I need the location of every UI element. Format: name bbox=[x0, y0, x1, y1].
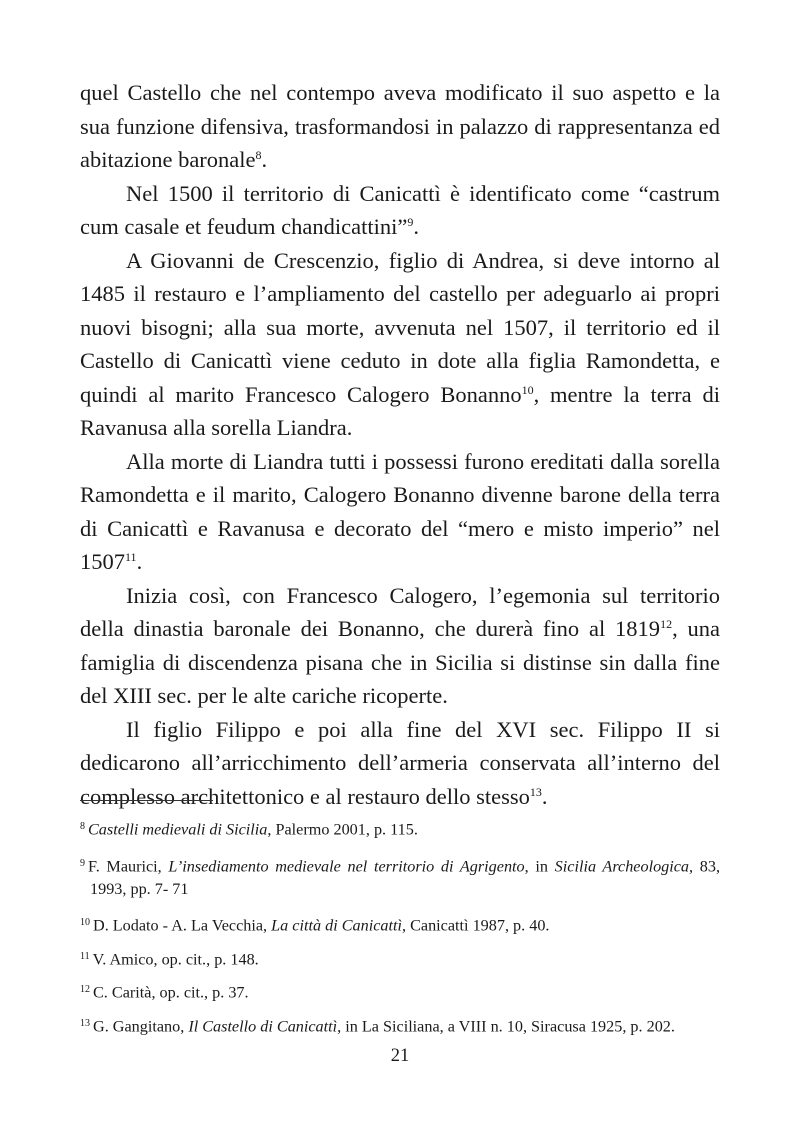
paragraph-text-after: , una famiglia di discendenza pisana che in Sicilia si distinse sin dalla fine del XIII sec. per le alte cariche ricoperte. bbox=[80, 616, 720, 708]
footnote-text: , 83, 1993, pp. 7- 71 bbox=[90, 857, 720, 898]
footnote-title: L’insediamento medievale nel territorio di Agrigento bbox=[168, 857, 525, 875]
paragraph-text-after: . bbox=[413, 214, 419, 239]
footnote-number: 8 bbox=[80, 821, 85, 832]
footnote-text: , Canicattì 1987, p. 40. bbox=[402, 916, 550, 935]
footnote-number: 11 bbox=[80, 950, 90, 962]
footnote-text: C. Carità, op. cit., p. 37. bbox=[93, 983, 249, 1002]
footnote-9 bbox=[80, 852, 720, 902]
paragraph-6 bbox=[80, 713, 720, 814]
paragraph-text: Nel 1500 il territorio di Canicattì è identificato come “castrum cum casale et feudum chandicattini” bbox=[80, 180, 720, 239]
paragraph-text: Inizia così, con Francesco Calogero, l’egemonia sul territorio della dinastia baronale dei Bonanno, che durerà fino al 1819 bbox=[80, 582, 720, 641]
footnote-ref[interactable]: 11 bbox=[125, 550, 137, 565]
footnote-ref[interactable]: 13 bbox=[529, 784, 542, 799]
footnote-text: V. Amico, op. cit., p. 148. bbox=[92, 950, 259, 968]
paragraph-4 bbox=[80, 445, 720, 579]
footnote-title: Il Castello di Canicattì bbox=[188, 1017, 338, 1035]
footnote-text: , in La Siciliana, a VIII n. 10, Siracusa 1925, p. 202. bbox=[337, 1017, 675, 1035]
footnote-number: 10 bbox=[80, 917, 90, 928]
footnote-text: F. Maurici, bbox=[88, 857, 169, 875]
paragraph-2 bbox=[80, 177, 720, 244]
footnote-title: Castelli medievali di Sicilia bbox=[88, 820, 268, 839]
footnote-ref[interactable]: 12 bbox=[660, 617, 673, 632]
footnotes bbox=[80, 815, 720, 1045]
footnote-11 bbox=[80, 945, 720, 972]
footnote-8 bbox=[80, 815, 720, 842]
paragraph-text-after: , mentre la terra di Ravanusa alla sorella Liandra. bbox=[80, 381, 720, 440]
footnote-ref[interactable]: 9 bbox=[407, 215, 414, 230]
paragraph-text-after: . bbox=[261, 147, 268, 172]
paragraph-text: Il figlio Filippo e poi alla fine del XVI sec. Filippo II si dedicarono all’arricchimento dell’armeria conservata all’interno del complesso architettonico e al restauro dello stesso bbox=[80, 716, 720, 809]
footnote-number: 9 bbox=[80, 857, 85, 869]
footnote-number: 12 bbox=[80, 984, 90, 995]
paragraph-1 bbox=[80, 76, 720, 177]
footnote-number: 13 bbox=[80, 1017, 90, 1029]
paragraph-5 bbox=[80, 579, 720, 713]
paragraph-text: quel Castello che nel contempo aveva modificato il suo aspetto e la sua funzione difensiva, trasformandosi in palazzo di rappresentanza ed abitazione baronale bbox=[80, 80, 720, 172]
paragraph-3 bbox=[80, 244, 720, 445]
footnote-12 bbox=[80, 978, 720, 1005]
footnote-10 bbox=[80, 911, 720, 938]
paragraph-text-after: . bbox=[541, 783, 548, 809]
footnote-ref[interactable]: 10 bbox=[521, 382, 534, 397]
paragraph-text: A Giovanni de Crescenzio, figlio di Andrea, si deve intorno al 1485 il restauro e l’ampliamento del castello per adeguarlo ai propri nuovi bisogni; alla sua morte, avvenuta nel 1507, il territorio ed il Castello di Canicattì viene ceduto in dote alla figlia Ramondetta, e quindi al marito Francesco Calogero Bonanno bbox=[80, 247, 720, 407]
footnote-ref[interactable]: 8 bbox=[255, 148, 262, 163]
footnote-text: , Palermo 2001, p. 115. bbox=[267, 820, 418, 839]
page-number: 21 bbox=[390, 1046, 410, 1066]
paragraph-text: Alla morte di Liandra tutti i possessi furono ereditati dalla sorella Ramondetta e il marito, Calogero Bonanno divenne barone della terra di Canicattì e Ravanusa e decorato del “mero e misto imperio” nel 1507 bbox=[80, 448, 720, 574]
body-text bbox=[80, 76, 720, 813]
footnote-13 bbox=[80, 1012, 720, 1039]
footnote-text: , in bbox=[524, 857, 555, 875]
footnote-text: D. Lodato - A. La Vecchia, bbox=[93, 916, 272, 935]
paragraph-text-after: . bbox=[136, 549, 143, 574]
footnote-text: G. Gangitano, bbox=[93, 1017, 189, 1035]
footnote-title: Sicilia Archeologica bbox=[554, 857, 690, 875]
footnote-separator bbox=[80, 800, 213, 801]
footnote-title: La città di Canicattì bbox=[271, 916, 403, 935]
